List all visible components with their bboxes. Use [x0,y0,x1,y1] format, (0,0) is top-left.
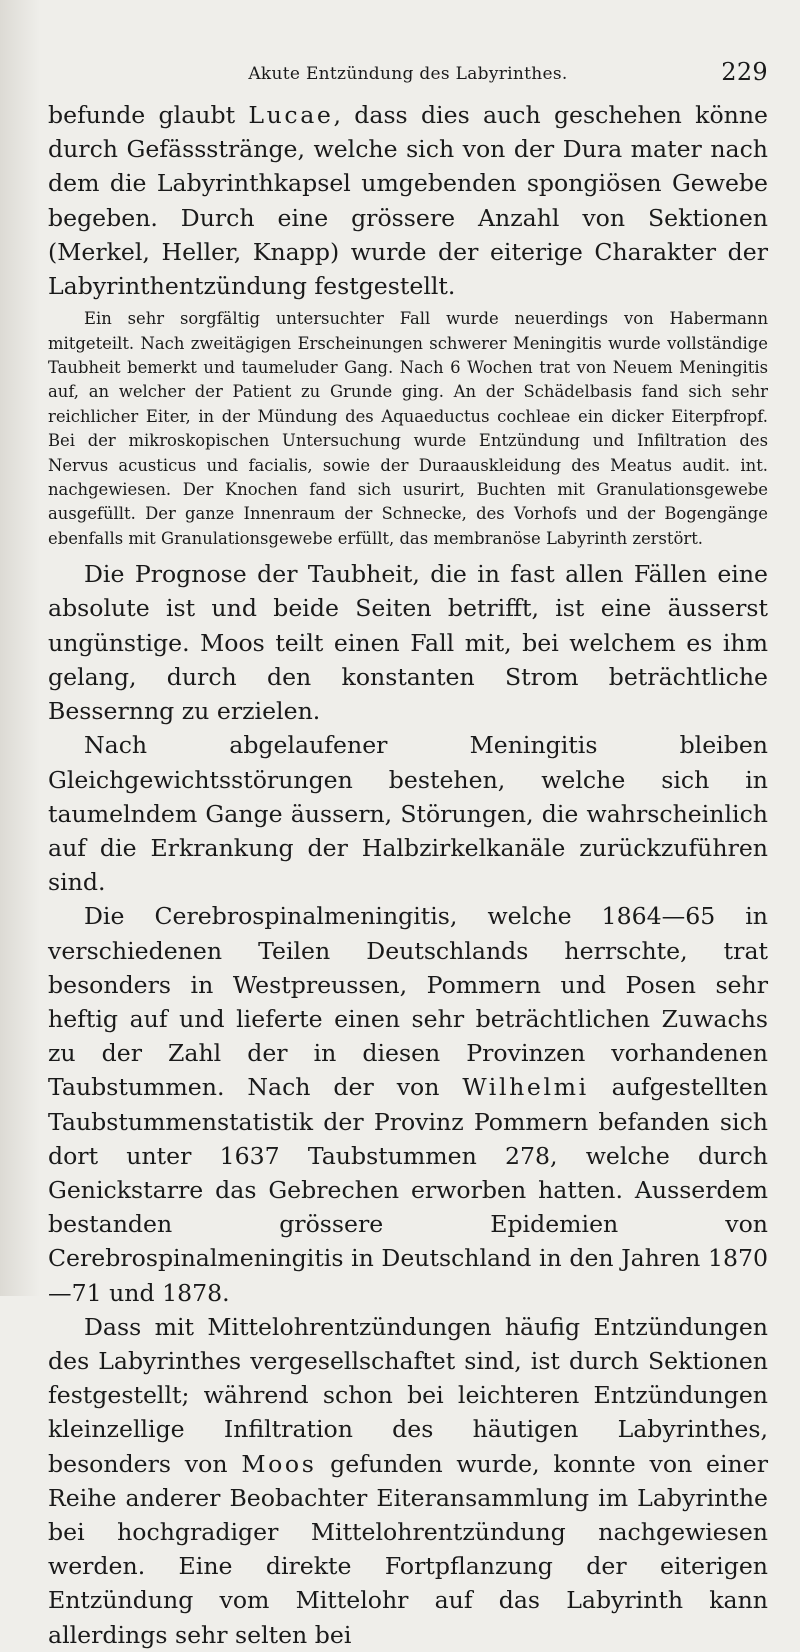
text-run: befunde glaubt [48,101,249,129]
page-header [48,58,768,98]
paragraph [48,899,768,1309]
text-run: Die Cerebrospinalmeningitis, welche 1864—65 in verschiedenen Teilen Deutschlands herrschte, trat besonders in Westpreussen, Pommern und Posen sehr heftig auf und lieferte einen sehr beträchtlichen Zuwachs zu der Zahl der in diesen Provinzen vorhandenen Taubstummen. Nach der von [48,902,768,1102]
page-edge-shadow [0,0,40,1296]
paragraph [48,98,768,303]
page-number: 229 [721,58,768,86]
running-title: Akute Entzündung des Labyrinthes. [248,64,568,84]
text-run: aufgestellten Taubstummenstatistik der Provinz Pommern befanden sich dort unter 1637 Taubstummen 278, welche durch Genickstarre das Gebrechen erworben hatten. Ausserdem bestanden grössere Epidemien von Cerebrospinalmeningitis in Deutschland in den Jahren 1870—71 und 1878. [48,1073,769,1307]
spaced-name: Wilhelmi [462,1073,589,1102]
text-run: , dass dies auch geschehen könne durch Gefässstränge, welche sich von der Dura mater nach dem die Labyrinthkapsel umgebenden spongiösen Gewebe begeben. Durch eine grössere Anzahl von Sektionen (Merkel, Heller, Knapp) wurde der eiterige Charakter der Labyrinthentzündung festgestellt. [48,101,769,301]
text-run: Nach abgelaufener Meningitis bleiben Gleichgewichtsstörungen bestehen, welche sich in taumelndem Gange äussern, Störungen, die wahrscheinlich auf die Erkrankung der Halbzirkelkanäle zurückzuführen sind. [48,731,768,897]
book-page [48,58,769,1652]
text-run: Ein sehr sorgfältig untersuchter Fall wurde neuerdings von Habermann mitgeteilt. Nach zweitägigen Erscheinungen schwerer Meningitis wurde vollständige Taubheit bemerkt und taumeluder Gang. Nach 6 Wochen trat von Neuem Meningitis auf, an welcher der Patient zu Grunde ging. An der Schädelbasis fand sich sehr reichlicher Eiter, in der Mündung des Aquaeductus cochleae ein dicker Eiterpfropf. Bei der mikroskopischen Untersuchung wurde Entzündung und Infiltration des Nervus acusticus und facialis, sowie der Duraauskleidung des Meatus audit. int. nachgewiesen. Der Knochen fand sich usurirt, Buchten mit Granulationsgewebe ausgefüllt. Der ganze Innenraum der Schnecke, des Vorhofs und der Bogengänge ebenfalls mit Granulationsgewebe erfüllt, das membranöse Labyrinth zerstört. [48,309,768,548]
paragraph [48,1310,768,1652]
spaced-name: Lucae [248,101,334,129]
text-run: Die Prognose der Taubheit, die in fast allen Fällen eine absolute ist und beide Seiten betrifft, ist eine äusserst ungünstige. Moos teilt einen Fall mit, bei welchem es ihm gelang, durch den konstanten Strom beträchtliche Bessernng zu erzielen. [48,560,768,726]
footnote-case-report [48,307,768,551]
paragraph [48,557,768,728]
paragraph [48,728,768,899]
text-run: gefunden wurde, konnte von einer Reihe anderer Beobachter Eiteransammlung im Labyrinthe bei hochgradiger Mittelohrentzündung nachgewiesen werden. Eine direkte Fortpflanzung der eiterigen Entzündung vom Mittelohr auf das Labyrinth kann allerdings sehr selten bei [48,1449,768,1649]
spaced-name: Moos [241,1449,317,1478]
text-run: Dass mit Mittelohrentzündungen häufig Entzündungen des Labyrinthes vergesellschaftet sind, ist durch Sektionen festgestellt; während schon bei leichteren Entzündungen kleinzellige Infiltration des häutigen Labyrinthes, besonders von [48,1312,768,1478]
